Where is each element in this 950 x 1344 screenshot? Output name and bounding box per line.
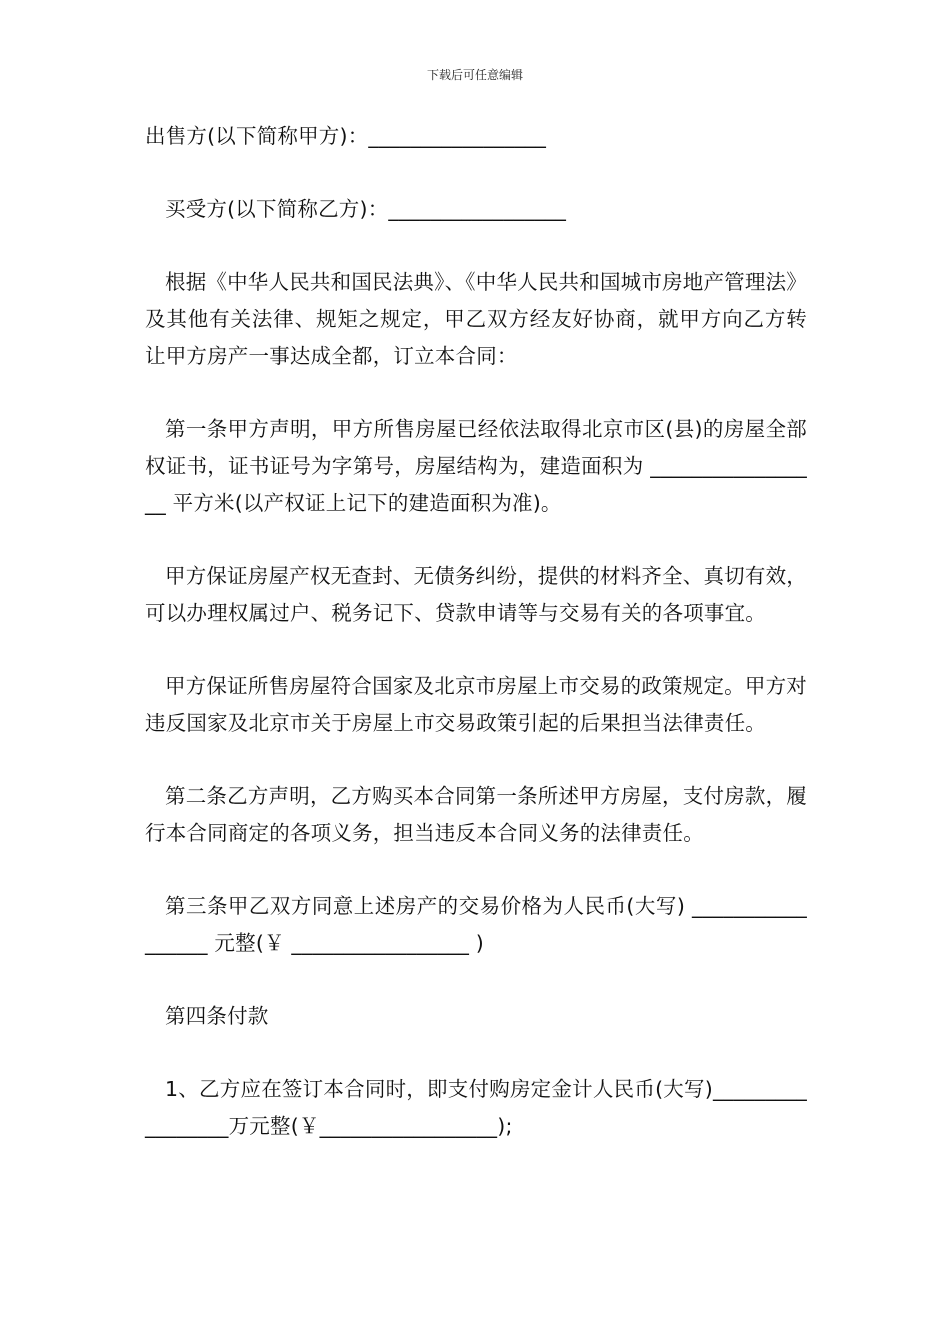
document-body [145,118,807,1145]
payment-item-1: 1、乙方应在签订本合同时，即支付购房定金计人民币(大写)_________________万元整(￥_________________); [145,1077,807,1138]
buyer-line: 买受方(以下简称乙方)：_________________ [165,197,567,221]
seller-guarantee-paragraph: 甲方保证房屋产权无查封、无债务纠纷，提供的材料齐全、真切有效，可以办理权属过户、税务记下、贷款申请等与交易有关的各项事宜。 [145,564,807,625]
article-1-paragraph: 第一条甲方声明，甲方所售房屋已经依法取得北京市区(县)的房屋全部权证书，证书证号为字第号，房屋结构为，建造面积为 _________________ 平方米(以产权证上记下的建造面积为准)。 [145,417,807,515]
preamble-paragraph: 根据《中华人民共和国民法典》、《中华人民共和国城市房地产管理法》及其他有关法律、规矩之规定，甲乙双方经友好协商，就甲方向乙方转让甲方房产一事达成全都，订立本合同： [145,270,807,368]
article-2-paragraph: 第二条乙方声明，乙方购买本合同第一条所述甲方房屋，支付房款，履行本合同商定的各项义务，担当违反本合同义务的法律责任。 [145,784,807,845]
page-header: 下载后可任意编辑 [426,68,523,82]
article-3-paragraph: 第三条甲乙双方同意上述房产的交易价格为人民币(大写) _________________ 元整(￥ _________________ ) [145,894,807,955]
article-4-heading: 第四条付款 [165,1004,269,1028]
seller-line: 出售方(以下简称甲方)：_________________ [145,124,547,148]
policy-guarantee-paragraph: 甲方保证所售房屋符合国家及北京市房屋上市交易的政策规定。甲方对违反国家及北京市关于房屋上市交易政策引起的后果担当法律责任。 [145,674,807,735]
